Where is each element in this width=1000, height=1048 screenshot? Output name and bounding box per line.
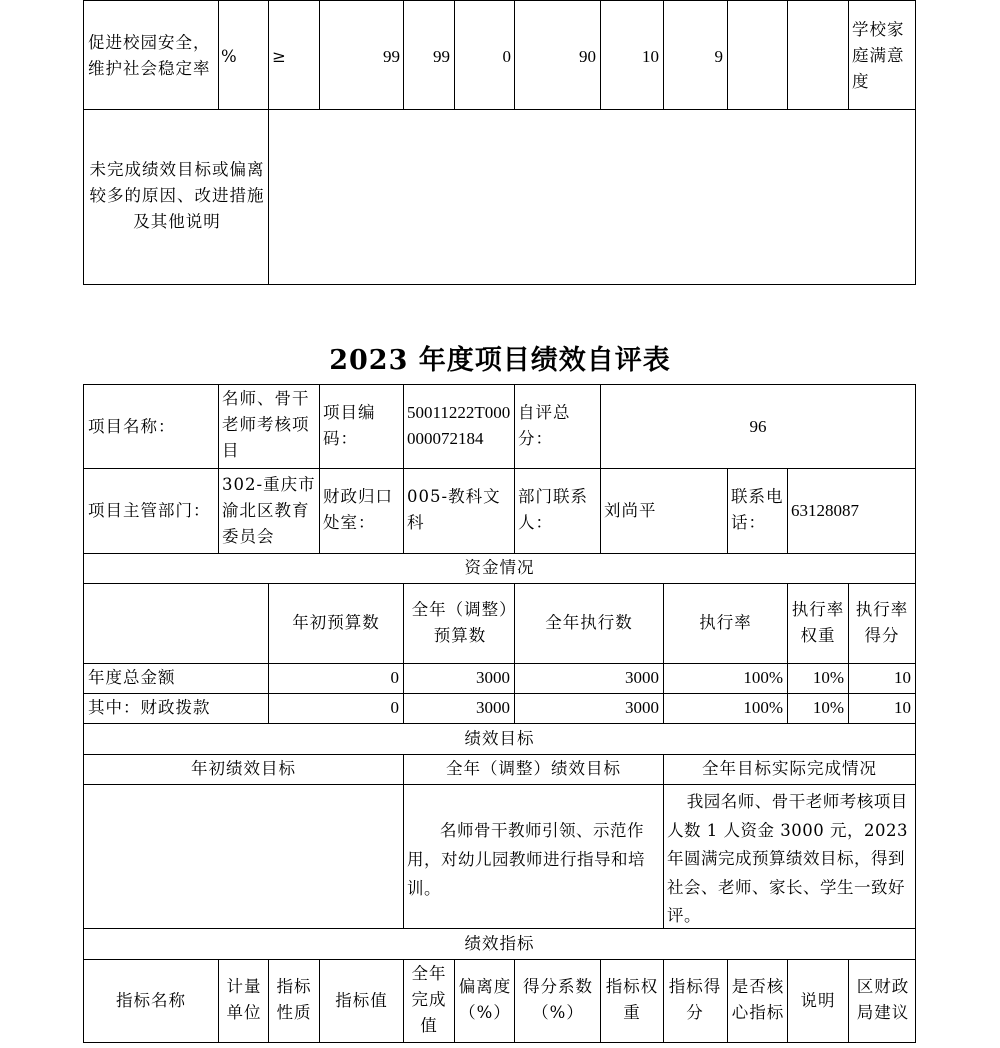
ind-header-name: 指标名称 [116,991,186,1010]
ind-header-coefficient: 得分系数（%） [523,977,593,1022]
funds-header-rate: 执行率 [699,613,752,632]
funds-section-title: 资金情况 [464,558,535,577]
prev-coefficient: 90 [579,47,596,66]
ind-header-completion: 全年完成值 [411,964,447,1035]
funds-row-total-rate: 100% [743,668,783,687]
funds-row-fiscal-rate: 100% [743,698,783,717]
project-name: 名师、骨干老师考核项目 [222,389,310,460]
ind-header-explain: 说明 [800,991,836,1010]
funds-header-executed: 全年执行数 [545,613,633,632]
contact-label: 部门联系人： [518,487,588,532]
dept-label: 项目主管部门： [88,501,211,520]
funds-header-adjusted: 全年（调整）预算数 [411,600,509,645]
project-name-label: 项目名称： [88,417,176,436]
ind-header-nature: 指标性质 [276,977,312,1022]
prev-completion: 99 [433,47,450,66]
page-title: 2023 年度项目绩效自评表 [329,345,671,376]
funds-row-total-score: 10 [894,668,911,687]
goals-section-title: 绩效目标 [464,729,535,748]
prev-score: 9 [714,47,723,66]
funds-row-total-adjusted: 3000 [476,668,510,687]
dept: 302-重庆市渝北区教育委员会 [222,475,316,546]
ind-header-weight: 指标权重 [605,977,659,1022]
goals-col-actual: 全年目标实际完成情况 [702,759,877,778]
prev-suggestion: 学校家庭满意度 [852,20,905,91]
funds-row-total-initial: 0 [390,668,399,687]
funds-row-total-executed: 3000 [625,668,659,687]
ind-header-unit: 计量单位 [226,977,262,1022]
self-score: 96 [749,417,767,436]
ind-header-deviation: 偏离度（%） [458,977,512,1022]
funds-row-fiscal-score: 10 [894,698,911,717]
funds-header-score: 执行率得分 [855,600,909,645]
project-code: 50011222T000000072184 [407,403,511,448]
funds-row-fiscal-label: 其中：财政拨款 [88,698,211,717]
funds-row-fiscal-executed: 3000 [625,698,659,717]
funds-row-total-label: 年度总金额 [88,668,176,687]
ind-header-suggestion: 区财政局建议 [856,977,910,1022]
project-code-label: 项目编码： [323,403,376,448]
finance-office: 005-教科文科 [407,487,501,532]
contact: 刘尚平 [604,501,657,520]
prev-deviation: 0 [502,47,511,66]
funds-row-fiscal-adjusted: 3000 [476,698,510,717]
goals-adjusted-text: 名师骨干教师引领、示范作用，对幼儿园教师进行指导和培训。 [407,821,645,898]
reason-label: 未完成绩效目标或偏离较多的原因、改进措施及其他说明 [89,160,265,231]
prev-nature: ≥ [272,47,287,66]
goals-col-adjusted: 全年（调整）绩效目标 [446,759,621,778]
goals-actual-text: 我园名师、骨干老师考核项目人数 1 人资金 3000 元，2023 年圆满完成预算绩效目标，得到社会、老师、家长、学生一致好评。 [667,792,908,925]
prev-indicator-name: 促进校园安全，维护社会稳定率 [88,33,211,78]
indicators-section-title: 绩效指标 [464,934,535,953]
finance-office-label: 财政归口处室： [323,487,393,532]
self-score-label: 自评总分： [518,403,571,448]
funds-header-weight: 执行率权重 [791,600,845,645]
phone: 63128087 [791,501,859,520]
ind-header-value: 指标值 [335,991,388,1010]
funds-row-fiscal-initial: 0 [390,698,399,717]
phone-label: 联系电话： [731,487,784,532]
prev-weight: 10 [642,47,659,66]
funds-row-fiscal-weight: 10% [812,698,844,717]
prev-target: 99 [383,47,400,66]
ind-header-score: 指标得分 [668,977,722,1022]
ind-header-core: 是否核心指标 [731,977,785,1022]
goals-col-initial: 年初绩效目标 [191,759,296,778]
funds-header-initial: 年初预算数 [292,613,380,632]
funds-row-total-weight: 10% [812,668,844,687]
prev-unit: % [221,47,238,66]
